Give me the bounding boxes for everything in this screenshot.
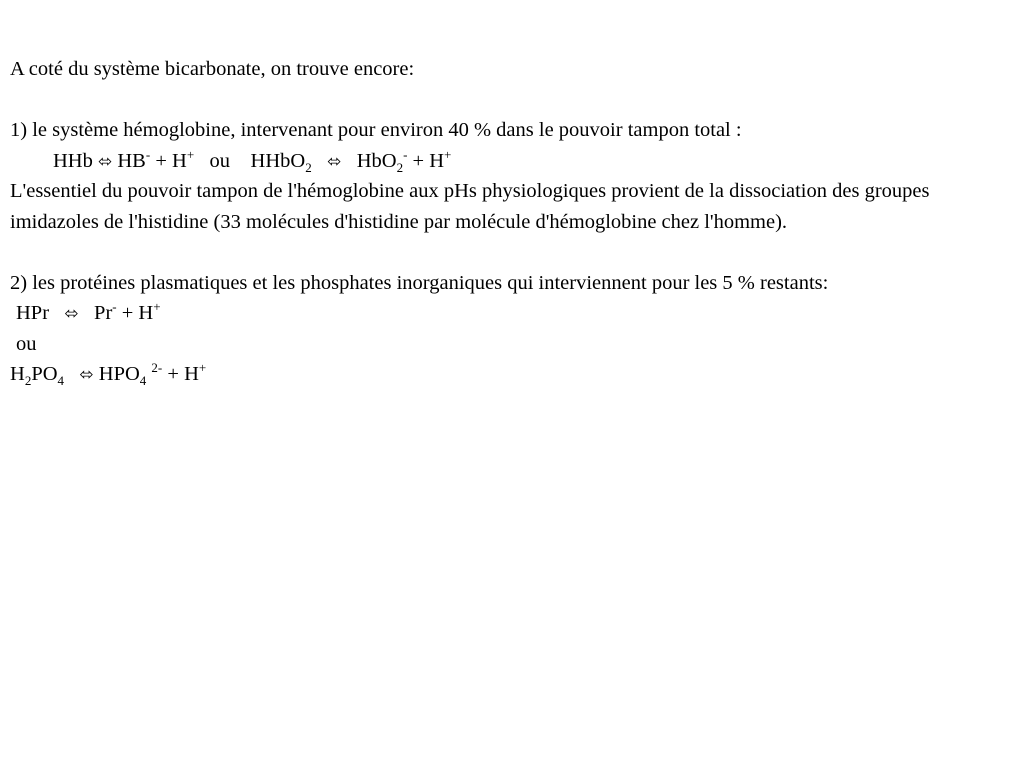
po-subscript: 4: [57, 373, 65, 388]
pr-charge: -: [112, 299, 117, 314]
equilibrium-arrow-icon: ⬄: [64, 304, 79, 324]
hpr-term: HPr: [16, 302, 50, 324]
hb-charge: -: [145, 146, 151, 162]
document-page: [10, 54, 1010, 390]
hbo2-charge: -: [403, 146, 408, 162]
h-charge-4: +: [198, 360, 207, 375]
hpo-term: HPO: [98, 363, 140, 385]
hbo2-subscript: 2: [396, 159, 404, 175]
hemoglobin-equation: [10, 146, 1010, 177]
equilibrium-arrow-icon: ⬄: [97, 151, 113, 172]
plus-h-term: + H: [150, 149, 187, 172]
hb-term: HB: [117, 149, 146, 172]
plus-h-term-3: + H: [116, 302, 154, 324]
hhbo2-subscript: 2: [305, 159, 312, 175]
spacer: [10, 237, 1010, 268]
equilibrium-arrow-icon: ⬄: [79, 365, 94, 385]
hpo-charge: 2-: [151, 360, 163, 375]
section1-heading: 1) le système hémoglobine, intervenant pour environ 40 % dans le pouvoir tampon total :: [10, 119, 742, 141]
hbo2-term: HbO: [356, 149, 397, 172]
hhbo2-term: HHbO: [250, 149, 306, 172]
plus-h-term-4: + H: [162, 363, 199, 385]
phosphate-equation: [10, 359, 1010, 390]
or-word: ou: [209, 149, 231, 172]
po-term: PO: [31, 363, 58, 385]
h-subscript: 2: [24, 373, 32, 388]
hpo-subscript: 4: [139, 373, 147, 388]
h-term: H: [10, 363, 25, 385]
section2-heading: 2) les protéines plasmatiques et les phosphates inorganiques qui interviennent pour les 5 % restants:: [10, 271, 829, 294]
hhb-term: HHb: [53, 149, 93, 172]
h-charge-2: +: [444, 146, 452, 162]
pr-term: Pr: [94, 302, 113, 324]
intro-text: A coté du système bicarbonate, on trouve encore:: [10, 58, 415, 80]
plus-h-term-2: + H: [407, 149, 445, 172]
h-charge: +: [186, 146, 195, 162]
protein-equation: [10, 298, 1010, 329]
hemoglobin-paragraph: L'essentiel du pouvoir tampon de l'hémoglobine aux pHs physiologiques provient de la dissociation des groupes imidazoles de l'histidine (33 molécules d'histidine par molécule d'hémoglobine chez l'homme).: [10, 180, 930, 233]
equilibrium-arrow-icon: ⬄: [327, 151, 342, 172]
or-line: ou: [16, 332, 37, 355]
h-charge-3: +: [153, 299, 161, 314]
spacer: [10, 85, 1010, 116]
